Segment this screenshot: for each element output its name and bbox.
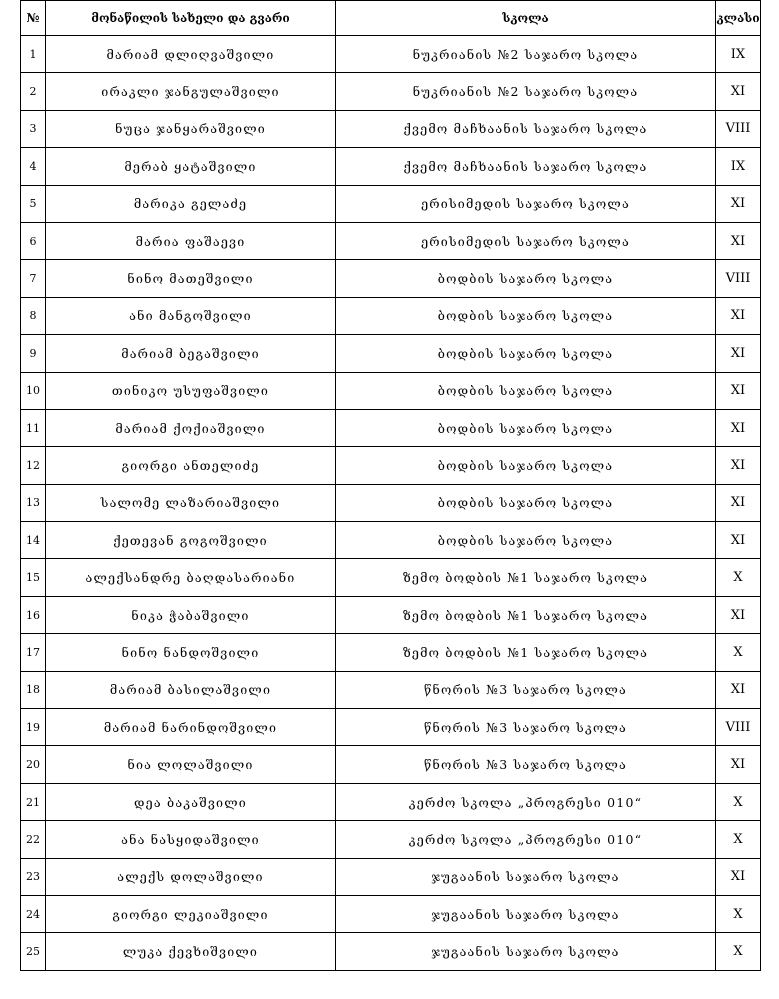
grade: XI: [716, 73, 761, 110]
grade: VIII: [716, 110, 761, 147]
table-row: [21, 36, 761, 73]
student-name: მარიამ ქოქიაშვილი: [46, 409, 336, 446]
row-number: 6: [21, 222, 46, 259]
table-row: [21, 671, 761, 708]
school-name: წნორის №3 საჯარო სკოლა: [336, 746, 716, 783]
school-name: ზემო ბოდბის №1 საჯარო სკოლა: [336, 559, 716, 596]
row-number: 24: [21, 895, 46, 932]
table-row: [21, 484, 761, 521]
table-row: [21, 297, 761, 334]
header-grade: კლასი: [716, 1, 761, 36]
school-name: ქვემო მაჩხაანის საჯარო სკოლა: [336, 148, 716, 185]
row-number: 23: [21, 858, 46, 895]
row-number: 9: [21, 335, 46, 372]
row-number: 12: [21, 447, 46, 484]
table-row: [21, 596, 761, 633]
table-row: [21, 783, 761, 820]
school-name: კერძო სკოლა „პროგრესი 010“: [336, 821, 716, 858]
school-name: ერისიმედის საჯარო სკოლა: [336, 185, 716, 222]
school-name: ჯუგაანის საჯარო სკოლა: [336, 895, 716, 932]
table-row: [21, 335, 761, 372]
row-number: 16: [21, 596, 46, 633]
student-name: ნუცა ჯანყარაშვილი: [46, 110, 336, 147]
school-name: ქვემო მაჩხაანის საჯარო სკოლა: [336, 110, 716, 147]
school-name: ბოდბის საჯარო სკოლა: [336, 447, 716, 484]
table-row: [21, 185, 761, 222]
table-row: [21, 522, 761, 559]
student-name: ნინო მათეშვილი: [46, 260, 336, 297]
table-row: [21, 409, 761, 446]
row-number: 7: [21, 260, 46, 297]
table-row: [21, 933, 761, 970]
student-name: ქეთევან გოგოშვილი: [46, 522, 336, 559]
student-name: თინიკო უსუფაშვილი: [46, 372, 336, 409]
table-row: [21, 634, 761, 671]
grade: XI: [716, 447, 761, 484]
school-name: ბოდბის საჯარო სკოლა: [336, 335, 716, 372]
row-number: 8: [21, 297, 46, 334]
school-name: ბოდბის საჯარო სკოლა: [336, 260, 716, 297]
school-name: ჯუგაანის საჯარო სკოლა: [336, 858, 716, 895]
student-name: მარიამ ნარინდოშვილი: [46, 709, 336, 746]
table-row: [21, 148, 761, 185]
student-name: ლუკა ქევხიშვილი: [46, 933, 336, 970]
school-name: ნუკრიანის №2 საჯარო სკოლა: [336, 36, 716, 73]
participants-table: [20, 0, 761, 971]
row-number: 3: [21, 110, 46, 147]
table-row: [21, 559, 761, 596]
school-name: წნორის №3 საჯარო სკოლა: [336, 671, 716, 708]
table-header-row: [21, 1, 761, 36]
grade: X: [716, 559, 761, 596]
grade: X: [716, 634, 761, 671]
school-name: ბოდბის საჯარო სკოლა: [336, 522, 716, 559]
row-number: 18: [21, 671, 46, 708]
grade: XI: [716, 858, 761, 895]
row-number: 13: [21, 484, 46, 521]
row-number: 19: [21, 709, 46, 746]
grade: XI: [716, 522, 761, 559]
student-name: სალომე ლაზარიაშვილი: [46, 484, 336, 521]
student-name: ნინო ნანდოშვილი: [46, 634, 336, 671]
row-number: 14: [21, 522, 46, 559]
grade: XI: [716, 484, 761, 521]
grade: XI: [716, 409, 761, 446]
grade: X: [716, 933, 761, 970]
table-row: [21, 73, 761, 110]
row-number: 4: [21, 148, 46, 185]
row-number: 17: [21, 634, 46, 671]
row-number: 1: [21, 36, 46, 73]
student-name: მარიკა გელაძე: [46, 185, 336, 222]
grade: XI: [716, 222, 761, 259]
grade: XI: [716, 185, 761, 222]
row-number: 10: [21, 372, 46, 409]
table-row: [21, 447, 761, 484]
school-name: ბოდბის საჯარო სკოლა: [336, 409, 716, 446]
school-name: წნორის №3 საჯარო სკოლა: [336, 709, 716, 746]
grade: XI: [716, 297, 761, 334]
student-name: ალექს დოლაშვილი: [46, 858, 336, 895]
student-name: გიორგი ლეკიაშვილი: [46, 895, 336, 932]
school-name: ზემო ბოდბის №1 საჯარო სკოლა: [336, 634, 716, 671]
row-number: 21: [21, 783, 46, 820]
school-name: ჯუგაანის საჯარო სკოლა: [336, 933, 716, 970]
grade: X: [716, 895, 761, 932]
grade: VIII: [716, 709, 761, 746]
student-name: მერაბ ყატაშვილი: [46, 148, 336, 185]
grade: XI: [716, 596, 761, 633]
student-name: გიორგი ანთელიძე: [46, 447, 336, 484]
row-number: 22: [21, 821, 46, 858]
table-row: [21, 746, 761, 783]
school-name: ზემო ბოდბის №1 საჯარო სკოლა: [336, 596, 716, 633]
table-row: [21, 222, 761, 259]
student-name: ანი მანგოშვილი: [46, 297, 336, 334]
student-name: მარიამ ბასილაშვილი: [46, 671, 336, 708]
student-name: მარიამ ბეგაშვილი: [46, 335, 336, 372]
student-name: ნიკა ჭაბაშვილი: [46, 596, 336, 633]
student-name: მარია ფაშაევი: [46, 222, 336, 259]
school-name: ნუკრიანის №2 საჯარო სკოლა: [336, 73, 716, 110]
row-number: 20: [21, 746, 46, 783]
student-name: ირაკლი ჯანგულაშვილი: [46, 73, 336, 110]
header-school: სკოლა: [336, 1, 716, 36]
school-name: კერძო სკოლა „პროგრესი 010“: [336, 783, 716, 820]
table-row: [21, 858, 761, 895]
table-row: [21, 895, 761, 932]
grade: XI: [716, 746, 761, 783]
grade: IX: [716, 36, 761, 73]
school-name: ერისიმედის საჯარო სკოლა: [336, 222, 716, 259]
grade: XI: [716, 372, 761, 409]
row-number: 5: [21, 185, 46, 222]
table-row: [21, 709, 761, 746]
school-name: ბოდბის საჯარო სკოლა: [336, 372, 716, 409]
student-name: ნია ლოლაშვილი: [46, 746, 336, 783]
header-student-name: მონაწილის სახელი და გვარი: [46, 1, 336, 36]
table-row: [21, 821, 761, 858]
header-number: №: [21, 1, 46, 36]
grade: X: [716, 821, 761, 858]
school-name: ბოდბის საჯარო სკოლა: [336, 297, 716, 334]
grade: IX: [716, 148, 761, 185]
grade: XI: [716, 671, 761, 708]
row-number: 2: [21, 73, 46, 110]
table-row: [21, 110, 761, 147]
school-name: ბოდბის საჯარო სკოლა: [336, 484, 716, 521]
row-number: 25: [21, 933, 46, 970]
student-name: ალექსანდრე ბაღდასარიანი: [46, 559, 336, 596]
row-number: 15: [21, 559, 46, 596]
grade: XI: [716, 335, 761, 372]
grade: X: [716, 783, 761, 820]
student-name: დეა ბაკაშვილი: [46, 783, 336, 820]
row-number: 11: [21, 409, 46, 446]
student-name: ანა ნასყიდაშვილი: [46, 821, 336, 858]
table-row: [21, 372, 761, 409]
grade: VIII: [716, 260, 761, 297]
table-row: [21, 260, 761, 297]
student-name: მარიამ დლიღვაშვილი: [46, 36, 336, 73]
